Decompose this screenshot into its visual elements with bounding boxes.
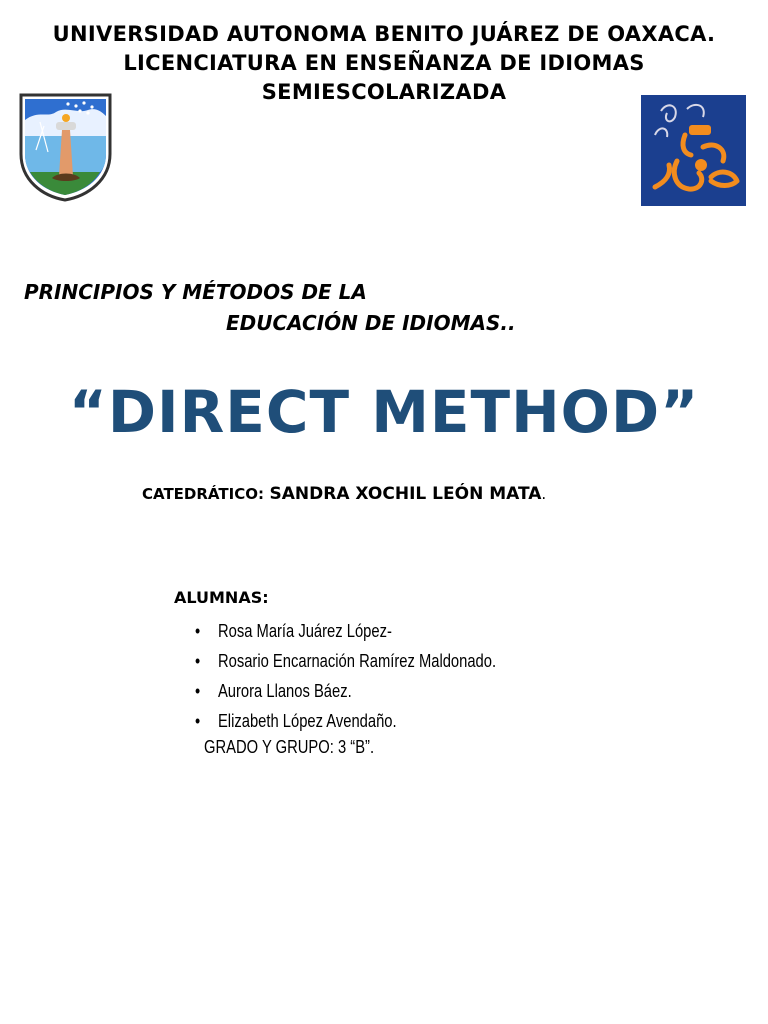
students-label: ALUMNAS: (174, 588, 269, 607)
degree-name: LICENCIATURA EN ENSEÑANZA DE IDIOMAS (123, 51, 645, 75)
student-name: Aurora Llanos Báez. (217, 681, 352, 701)
bullet-icon: • (195, 711, 201, 731)
teacher-line (142, 484, 546, 504)
document-title: “DIRECT METHOD” (68, 378, 700, 446)
student-name: Rosa María Juárez López- (217, 621, 392, 641)
list-item (195, 706, 496, 736)
university-shield-icon (18, 92, 113, 202)
students-list (195, 616, 562, 736)
list-item (195, 676, 496, 706)
teacher-label: CATEDRÁTICO: (142, 485, 264, 503)
bullet-icon: • (195, 621, 201, 641)
teacher-trailing: . (541, 485, 547, 503)
list-item (195, 616, 496, 646)
university-name: UNIVERSIDAD AUTONOMA BENITO JUÁREZ DE OAXACA. (52, 22, 716, 46)
document-header (0, 20, 768, 107)
bullet-icon: • (195, 681, 201, 701)
modality: SEMIESCOLARIZADA (261, 80, 507, 104)
grade-and-group: GRADO Y GRUPO: 3 “B”. (204, 737, 375, 757)
student-name: Rosario Encarnación Ramírez Maldonado. (217, 651, 497, 671)
bullet-icon: • (195, 651, 201, 671)
subject-title-line1: PRINCIPIOS Y MÉTODOS DE LA (24, 280, 367, 304)
student-name: Elizabeth López Avendaño. (217, 711, 397, 731)
subject-title-line2: EDUCACIÓN DE IDIOMAS.. (226, 311, 516, 335)
list-item (195, 646, 496, 676)
language-school-logo-icon (641, 95, 746, 206)
teacher-name: SANDRA XOCHIL LEÓN MATA (269, 484, 542, 504)
